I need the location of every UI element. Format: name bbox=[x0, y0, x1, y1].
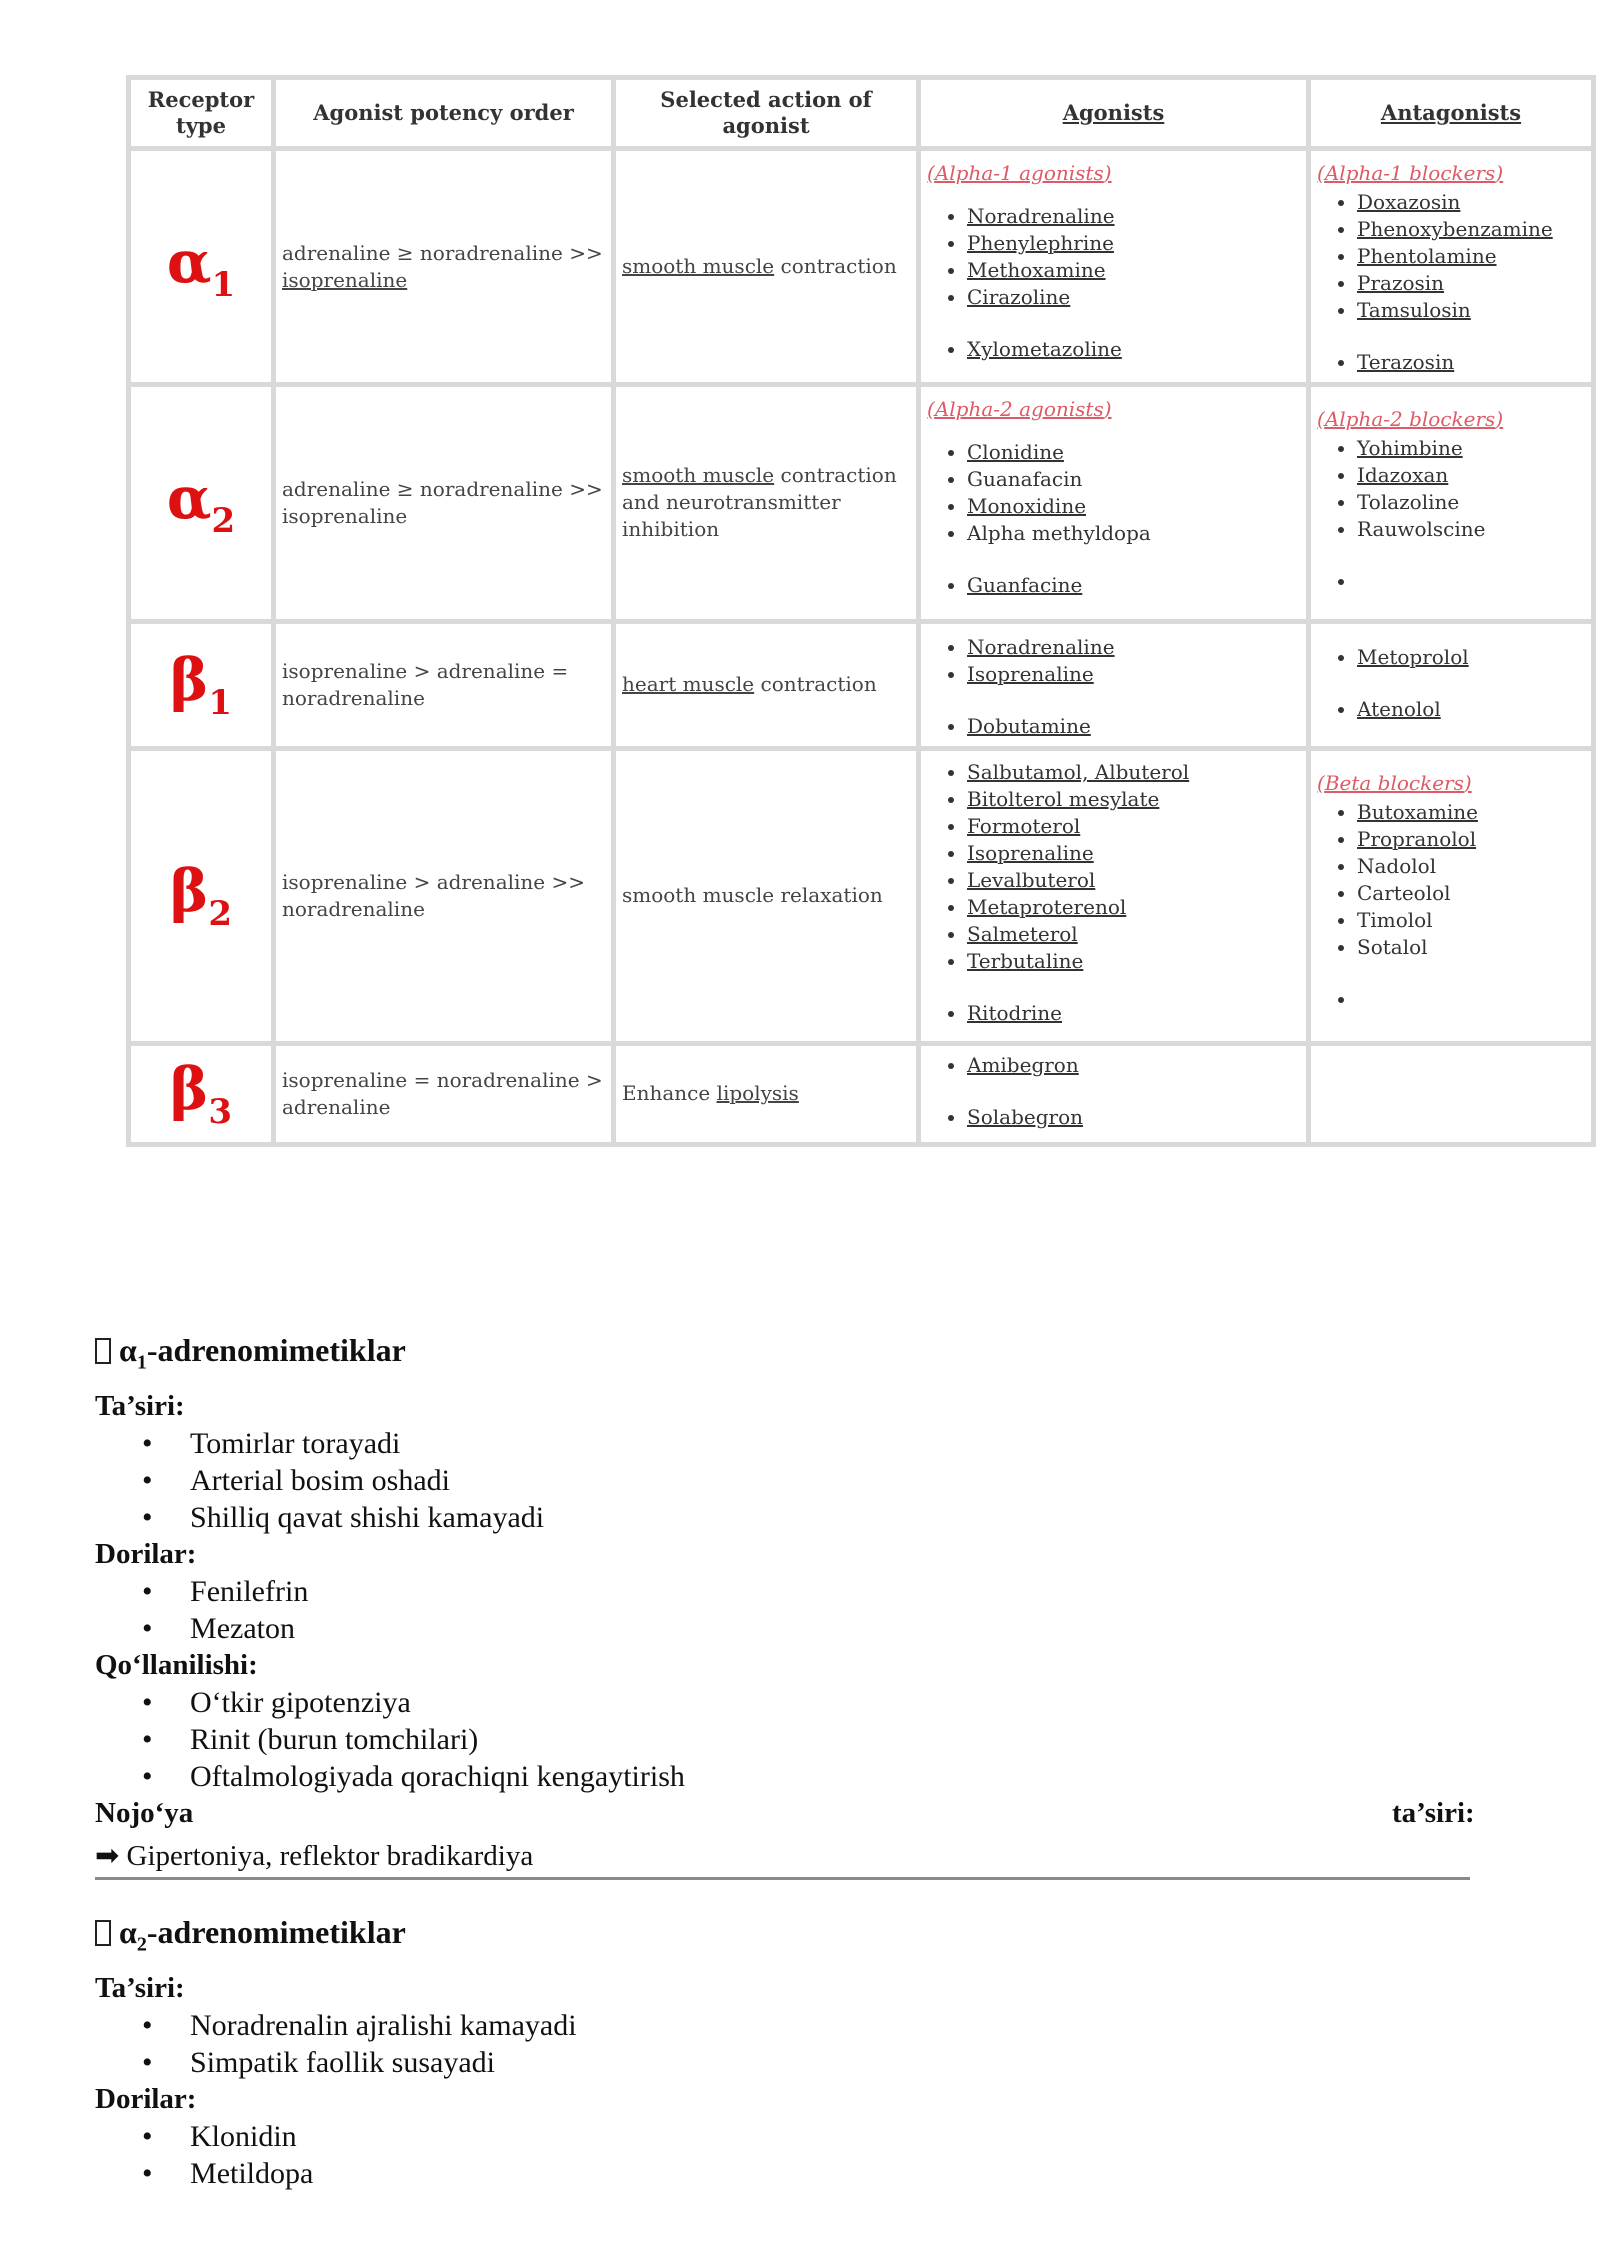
list-item[interactable]: • Xylometazoline bbox=[967, 336, 1300, 363]
list-item[interactable]: • Tamsulosin bbox=[1357, 297, 1585, 324]
side-effects-label-right: ta’siri: bbox=[1392, 1797, 1475, 1829]
list-item[interactable]: • Salmeterol bbox=[967, 921, 1300, 948]
list-item[interactable]: • Phenoxybenzamine bbox=[1357, 216, 1585, 243]
uses-label: Qo‘llanilishi: bbox=[95, 1649, 258, 1681]
header-selected-action: Selected action of agonist bbox=[616, 80, 916, 146]
checkbox-icon bbox=[95, 1920, 111, 1946]
list-item: • Oftalmologiyada qorachiqni kengaytirish bbox=[142, 1760, 685, 1793]
effect-label: Ta’siri: bbox=[95, 1972, 185, 2004]
list-item[interactable]: • Butoxamine bbox=[1357, 799, 1585, 826]
horizontal-divider bbox=[95, 1877, 1470, 1880]
list-item[interactable]: • Noradrenaline bbox=[967, 203, 1300, 230]
list-item[interactable]: • Noradrenaline bbox=[967, 634, 1300, 661]
receptor-symbol: β2 bbox=[131, 751, 271, 1040]
potency-order: isoprenaline > adrenaline = noradrenaline bbox=[276, 624, 611, 747]
list-item: • Carteolol bbox=[1357, 880, 1585, 907]
agonists-cell: (Alpha-1 agonists) • Noradrenaline • Phenylephrine • Methoxamine • Cirazoline • Xylometazoline bbox=[921, 151, 1306, 382]
list-item: • Metildopa bbox=[142, 2157, 314, 2190]
list-item[interactable]: • Levalbuterol bbox=[967, 867, 1300, 894]
list-item: • Arterial bosim oshadi bbox=[142, 1464, 450, 1497]
list-item[interactable]: • Formoterol bbox=[967, 813, 1300, 840]
table-header-row bbox=[131, 80, 1591, 146]
header-antagonists: Antagonists bbox=[1311, 80, 1591, 146]
list-item[interactable]: • Terazosin bbox=[1357, 349, 1585, 376]
section-title: $\alpha_2$-adrenomimetiklar bbox=[95, 1914, 406, 1956]
receptor-symbol: α1 bbox=[131, 151, 271, 382]
list-item: • Mezaton bbox=[142, 1612, 295, 1645]
list-item[interactable]: • Phentolamine bbox=[1357, 243, 1585, 270]
list-item[interactable]: • Isoprenaline bbox=[967, 840, 1300, 867]
receptor-symbol: β1 bbox=[131, 624, 271, 747]
list-item[interactable]: • Bitolterol mesylate bbox=[967, 786, 1300, 813]
antagonists-cell bbox=[1311, 1046, 1591, 1143]
list-item[interactable]: • Idazoxan bbox=[1357, 462, 1585, 489]
list-item[interactable]: • Methoxamine bbox=[967, 257, 1300, 284]
antagonists-cell: (Beta blockers) • Butoxamine • Propranolol • Nadolol • Carteolol • Timolol • Sotalol • bbox=[1311, 751, 1591, 1040]
antagonists-cell bbox=[1311, 624, 1591, 747]
selected-action: smooth muscle contraction bbox=[616, 151, 916, 382]
list-item[interactable]: • Cirazoline bbox=[967, 284, 1300, 311]
list-item[interactable]: • Phenylephrine bbox=[967, 230, 1300, 257]
section-title: $\alpha_1$-adrenomimetiklar bbox=[95, 1332, 406, 1374]
list-item: • Fenilefrin bbox=[142, 1575, 309, 1608]
list-item[interactable]: • Guanfacine bbox=[967, 572, 1300, 599]
list-item: • Nadolol bbox=[1357, 853, 1585, 880]
list-item: • Simpatik faollik susayadi bbox=[142, 2046, 495, 2079]
list-item[interactable]: • Dobutamine bbox=[967, 713, 1300, 740]
checkbox-icon bbox=[95, 1338, 111, 1364]
list-item bbox=[1357, 986, 1585, 1013]
list-item[interactable]: • Monoxidine bbox=[967, 493, 1300, 520]
list-item: • Guanafacin bbox=[967, 466, 1300, 493]
list-item[interactable]: • Metaproterenol bbox=[967, 894, 1300, 921]
list-item: • O‘tkir gipotenziya bbox=[142, 1686, 411, 1719]
list-item: • Rauwolscine bbox=[1357, 516, 1585, 543]
list-item[interactable]: • Prazosin bbox=[1357, 270, 1585, 297]
list-item[interactable]: • Atenolol bbox=[1357, 696, 1585, 723]
selected-action: heart muscle contraction bbox=[616, 624, 916, 747]
antagonists-cell: (Alpha-1 blockers) • Doxazosin • Phenoxybenzamine • Phentolamine • Prazosin • Tamsulosin • Terazosin bbox=[1311, 151, 1591, 382]
header-agonist-potency-order: Agonist potency order bbox=[276, 80, 611, 146]
effect-label: Ta’siri: bbox=[95, 1390, 185, 1422]
list-item: • Rinit (burun tomchilari) bbox=[142, 1723, 479, 1756]
header-receptor-type: Receptor type bbox=[131, 80, 271, 146]
selected-action: Enhance lipolysis bbox=[616, 1046, 916, 1143]
table-row bbox=[131, 751, 1591, 1040]
list-item: • Timolol bbox=[1357, 907, 1585, 934]
list-item[interactable]: • Ritodrine bbox=[967, 1000, 1300, 1027]
table-row bbox=[131, 151, 1591, 382]
list-item[interactable]: • Terbutaline bbox=[967, 948, 1300, 975]
table-row bbox=[131, 1046, 1591, 1143]
list-item: • Klonidin bbox=[142, 2120, 297, 2153]
side-effects-text: ➡ Gipertoniya, reflektor bradikardiya bbox=[95, 1840, 534, 1872]
receptor-symbol: β3 bbox=[131, 1046, 271, 1143]
potency-order: isoprenaline > adrenaline >> noradrenaline bbox=[276, 751, 611, 1040]
potency-order: adrenaline ≥ noradrenaline >> isoprenaline bbox=[276, 151, 611, 382]
agonists-cell bbox=[921, 751, 1306, 1040]
list-item[interactable]: • Solabegron bbox=[967, 1104, 1300, 1131]
agonists-cell bbox=[921, 1046, 1306, 1143]
list-item[interactable]: • Yohimbine bbox=[1357, 435, 1585, 462]
potency-order: adrenaline ≥ noradrenaline >> isoprenaline bbox=[276, 387, 611, 618]
list-item bbox=[1357, 568, 1585, 595]
table-row bbox=[131, 624, 1591, 747]
side-effects-label-left: Nojo‘ya bbox=[95, 1797, 194, 1829]
selected-action: smooth muscle contraction and neurotransmitter inhibition bbox=[616, 387, 916, 618]
list-item: • Sotalol bbox=[1357, 934, 1585, 961]
list-item: • Tomirlar torayadi bbox=[142, 1427, 401, 1460]
receptor-symbol: α2 bbox=[131, 387, 271, 618]
list-item[interactable]: • Salbutamol, Albuterol bbox=[967, 759, 1300, 786]
list-item[interactable]: • Amibegron bbox=[967, 1052, 1300, 1079]
list-item[interactable]: • Isoprenaline bbox=[967, 661, 1300, 688]
adrenergic-receptor-table bbox=[126, 75, 1596, 1147]
agonists-cell bbox=[921, 624, 1306, 747]
drugs-label: Dorilar: bbox=[95, 2083, 197, 2115]
header-agonists: Agonists bbox=[921, 80, 1306, 146]
list-item[interactable]: • Doxazosin bbox=[1357, 189, 1585, 216]
list-item: • Shilliq qavat shishi kamayadi bbox=[142, 1501, 545, 1534]
list-item: • Noradrenalin ajralishi kamayadi bbox=[142, 2009, 577, 2042]
antagonists-cell: (Alpha-2 blockers) • Yohimbine • Idazoxan • Tolazoline • Rauwolscine • bbox=[1311, 387, 1591, 618]
list-item[interactable]: • Clonidine bbox=[967, 439, 1300, 466]
list-item: • Tolazoline bbox=[1357, 489, 1585, 516]
list-item[interactable]: • Propranolol bbox=[1357, 826, 1585, 853]
agonists-cell: (Alpha-2 agonists) • Clonidine • Guanafacin • Monoxidine • Alpha methyldopa • Guanfacine bbox=[921, 387, 1306, 618]
selected-action: smooth muscle relaxation bbox=[616, 751, 916, 1040]
list-item[interactable]: • Metoprolol bbox=[1357, 644, 1585, 671]
drugs-label: Dorilar: bbox=[95, 1538, 197, 1570]
table-row bbox=[131, 387, 1591, 618]
potency-order: isoprenaline = noradrenaline > adrenaline bbox=[276, 1046, 611, 1143]
list-item: • Alpha methyldopa bbox=[967, 520, 1300, 547]
